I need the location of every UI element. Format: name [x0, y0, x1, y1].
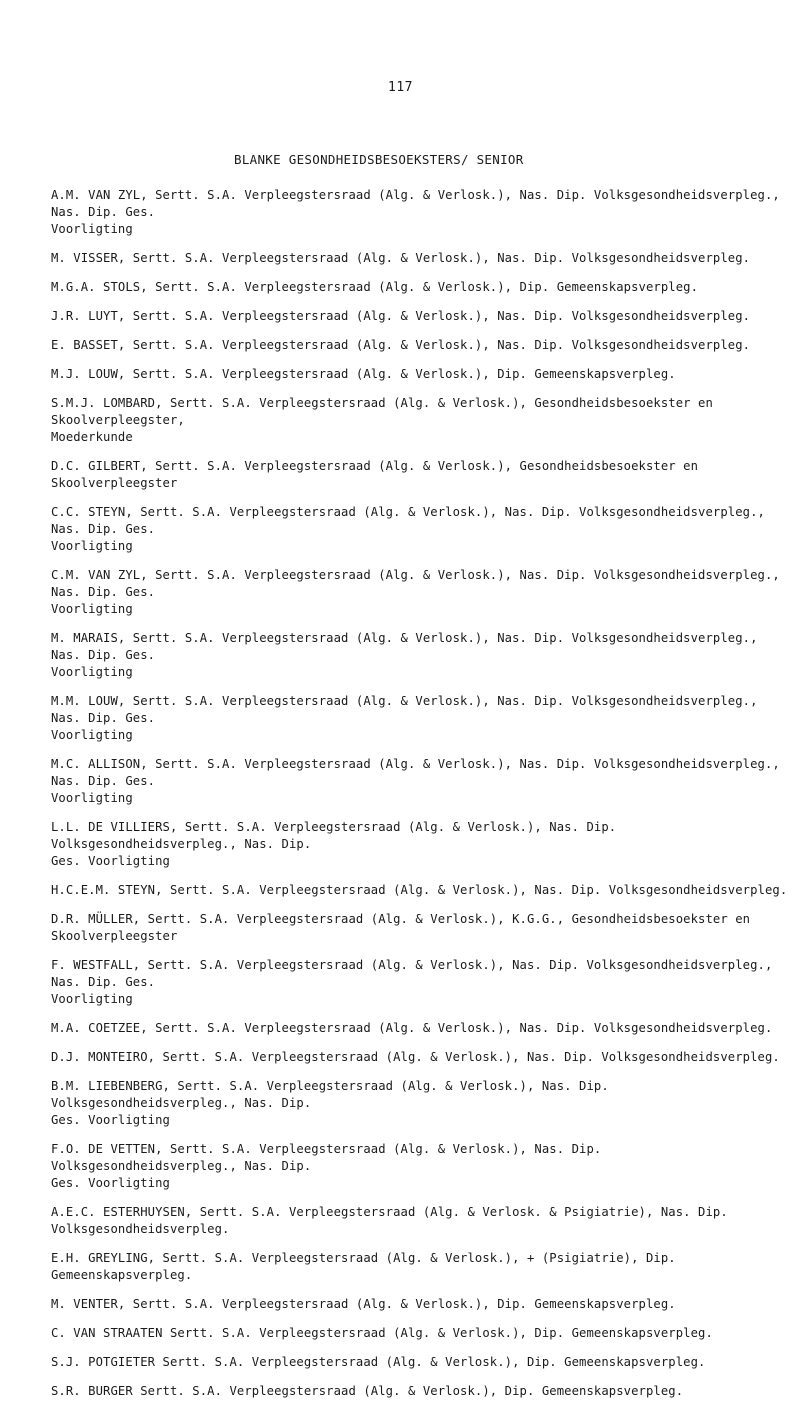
list-item [51, 395, 791, 446]
entry-line-1: S.M.J. LOMBARD, Sertt. S.A. Verpleegstersraad (Alg. & Verlosk.), Gesondheidsbesoekster en Skoolverpleegster, [51, 396, 713, 427]
entry-line-2: Voorligting [51, 602, 133, 616]
list-item [51, 1078, 791, 1129]
list-item [51, 693, 791, 744]
list-item [51, 819, 791, 870]
entry-line-1: L.L. DE VILLIERS, Sertt. S.A. Verpleegstersraad (Alg. & Verlosk.), Nas. Dip. Volksgesondheidsverpleg., Nas. Dip. [51, 820, 617, 851]
list-item [51, 250, 791, 267]
entry-line-1: C.C. STEYN, Sertt. S.A. Verpleegstersraad (Alg. & Verlosk.), Nas. Dip. Volksgesondheidsverpleg., Nas. Dip. Ges. [51, 505, 765, 536]
staff-list [51, 187, 791, 1412]
entry-line-1: M.M. LOUW, Sertt. S.A. Verpleegstersraad (Alg. & Verlosk.), Nas. Dip. Volksgesondheidsverpleg., Nas. Dip. Ges. [51, 694, 758, 725]
entry-line-1: A.M. VAN ZYL, Sertt. S.A. Verpleegstersraad (Alg. & Verlosk.), Nas. Dip. Volksgesondheidsverpleg., Nas. Dip. Ges. [51, 188, 780, 219]
list-item [51, 279, 791, 296]
list-item [51, 504, 791, 555]
list-item [51, 911, 791, 945]
list-item [51, 957, 791, 1008]
list-item [51, 187, 791, 238]
entry-line-1: M. MARAIS, Sertt. S.A. Verpleegstersraad (Alg. & Verlosk.), Nas. Dip. Volksgesondheidsverpleg., Nas. Dip. Ges. [51, 631, 758, 662]
list-item [51, 1141, 791, 1192]
entry-line-2: Ges. Voorligting [51, 1176, 170, 1190]
entry-line-2: Ges. Voorligting [51, 1113, 170, 1127]
entry-line-2: Voorligting [51, 791, 133, 805]
entry-line-1: J.R. LUYT, Sertt. S.A. Verpleegstersraad (Alg. & Verlosk.), Nas. Dip. Volksgesondheidsverpleg. [51, 309, 751, 323]
entry-line-1: D.R. MÜLLER, Sertt. S.A. Verpleegstersraad (Alg. & Verlosk.), K.G.G., Gesondheidsbesoekster en Skoolverpleegster [51, 912, 751, 943]
list-item [51, 308, 791, 325]
entry-line-1: F. WESTFALL, Sertt. S.A. Verpleegstersraad (Alg. & Verlosk.), Nas. Dip. Volksgesondheidsverpleg., Nas. Dip. Ges. [51, 958, 773, 989]
entry-line-1: S.R. BURGER Sertt. S.A. Verpleegstersraad (Alg. & Verlosk.), Dip. Gemeenskapsverpleg. [51, 1384, 684, 1398]
entry-line-1: C. VAN STRAATEN Sertt. S.A. Verpleegstersraad (Alg. & Verlosk.), Dip. Gemeenskapsverpleg. [51, 1326, 713, 1340]
list-item [51, 1250, 791, 1284]
entry-line-1: A.E.C. ESTERHUYSEN, Sertt. S.A. Verpleegstersraad (Alg. & Verlosk. & Psigiatrie), Nas. Dip. Volksgesondheidsverpleg. [51, 1205, 728, 1236]
entry-line-2: Ges. Voorligting [51, 854, 170, 868]
entry-line-1: C.M. VAN ZYL, Sertt. S.A. Verpleegstersraad (Alg. & Verlosk.), Nas. Dip. Volksgesondheidsverpleg., Nas. Dip. Ges. [51, 568, 780, 599]
list-item [51, 337, 791, 354]
list-item [51, 366, 791, 383]
entry-line-1: E.H. GREYLING, Sertt. S.A. Verpleegstersraad (Alg. & Verlosk.), + (Psigiatrie), Dip. Gemeenskapsverpleg. [51, 1251, 676, 1282]
entry-line-1: E. BASSET, Sertt. S.A. Verpleegstersraad (Alg. & Verlosk.), Nas. Dip. Volksgesondheidsverpleg. [51, 338, 751, 352]
page-number: 117 [388, 80, 413, 95]
entry-line-1: M.A. COETZEE, Sertt. S.A. Verpleegstersraad (Alg. & Verlosk.), Nas. Dip. Volksgesondheidsverpleg. [51, 1021, 773, 1035]
list-item [51, 1354, 791, 1371]
list-item [51, 1204, 791, 1238]
entry-line-1: M. VENTER, Sertt. S.A. Verpleegstersraad (Alg. & Verlosk.), Dip. Gemeenskapsverpleg. [51, 1297, 676, 1311]
page-heading: BLANKE GESONDHEIDSBESOEKSTERS/ SENIOR [234, 152, 524, 167]
list-item [51, 458, 791, 492]
list-item [51, 567, 791, 618]
list-item [51, 1383, 791, 1400]
list-item [51, 1296, 791, 1313]
entry-line-1: H.C.E.M. STEYN, Sertt. S.A. Verpleegstersraad (Alg. & Verlosk.), Nas. Dip. Volksgesondheidsverpleg. [51, 883, 788, 897]
list-item [51, 882, 791, 899]
entry-line-2: Voorligting [51, 539, 133, 553]
list-item [51, 1049, 791, 1066]
list-item [51, 630, 791, 681]
entry-line-1: M.C. ALLISON, Sertt. S.A. Verpleegstersraad (Alg. & Verlosk.), Nas. Dip. Volksgesondheidsverpleg., Nas. Dip. Ges. [51, 757, 780, 788]
entry-line-1: B.M. LIEBENBERG, Sertt. S.A. Verpleegstersraad (Alg. & Verlosk.), Nas. Dip. Volksgesondheidsverpleg., Nas. Dip. [51, 1079, 609, 1110]
list-item [51, 1020, 791, 1037]
list-item [51, 756, 791, 807]
entry-line-1: M. VISSER, Sertt. S.A. Verpleegstersraad (Alg. & Verlosk.), Nas. Dip. Volksgesondheidsverpleg. [51, 251, 751, 265]
entry-line-2: Moederkunde [51, 430, 133, 444]
entry-line-2: Voorligting [51, 728, 133, 742]
entry-line-1: D.C. GILBERT, Sertt. S.A. Verpleegstersraad (Alg. & Verlosk.), Gesondheidsbesoekster en Skoolverpleegster [51, 459, 699, 490]
entry-line-1: S.J. POTGIETER Sertt. S.A. Verpleegstersraad (Alg. & Verlosk.), Dip. Gemeenskapsverpleg. [51, 1355, 706, 1369]
entry-line-1: D.J. MONTEIRO, Sertt. S.A. Verpleegstersraad (Alg. & Verlosk.), Nas. Dip. Volksgesondheidsverpleg. [51, 1050, 780, 1064]
entry-line-2: Voorligting [51, 992, 133, 1006]
entry-line-1: F.O. DE VETTEN, Sertt. S.A. Verpleegstersraad (Alg. & Verlosk.), Nas. Dip. Volksgesondheidsverpleg., Nas. Dip. [51, 1142, 602, 1173]
entry-line-2: Voorligting [51, 665, 133, 679]
entry-line-1: M.G.A. STOLS, Sertt. S.A. Verpleegstersraad (Alg. & Verlosk.), Dip. Gemeenskapsverpleg. [51, 280, 699, 294]
entry-line-1: M.J. LOUW, Sertt. S.A. Verpleegstersraad (Alg. & Verlosk.), Dip. Gemeenskapsverpleg. [51, 367, 676, 381]
entry-line-2: Voorligting [51, 222, 133, 236]
list-item [51, 1325, 791, 1342]
